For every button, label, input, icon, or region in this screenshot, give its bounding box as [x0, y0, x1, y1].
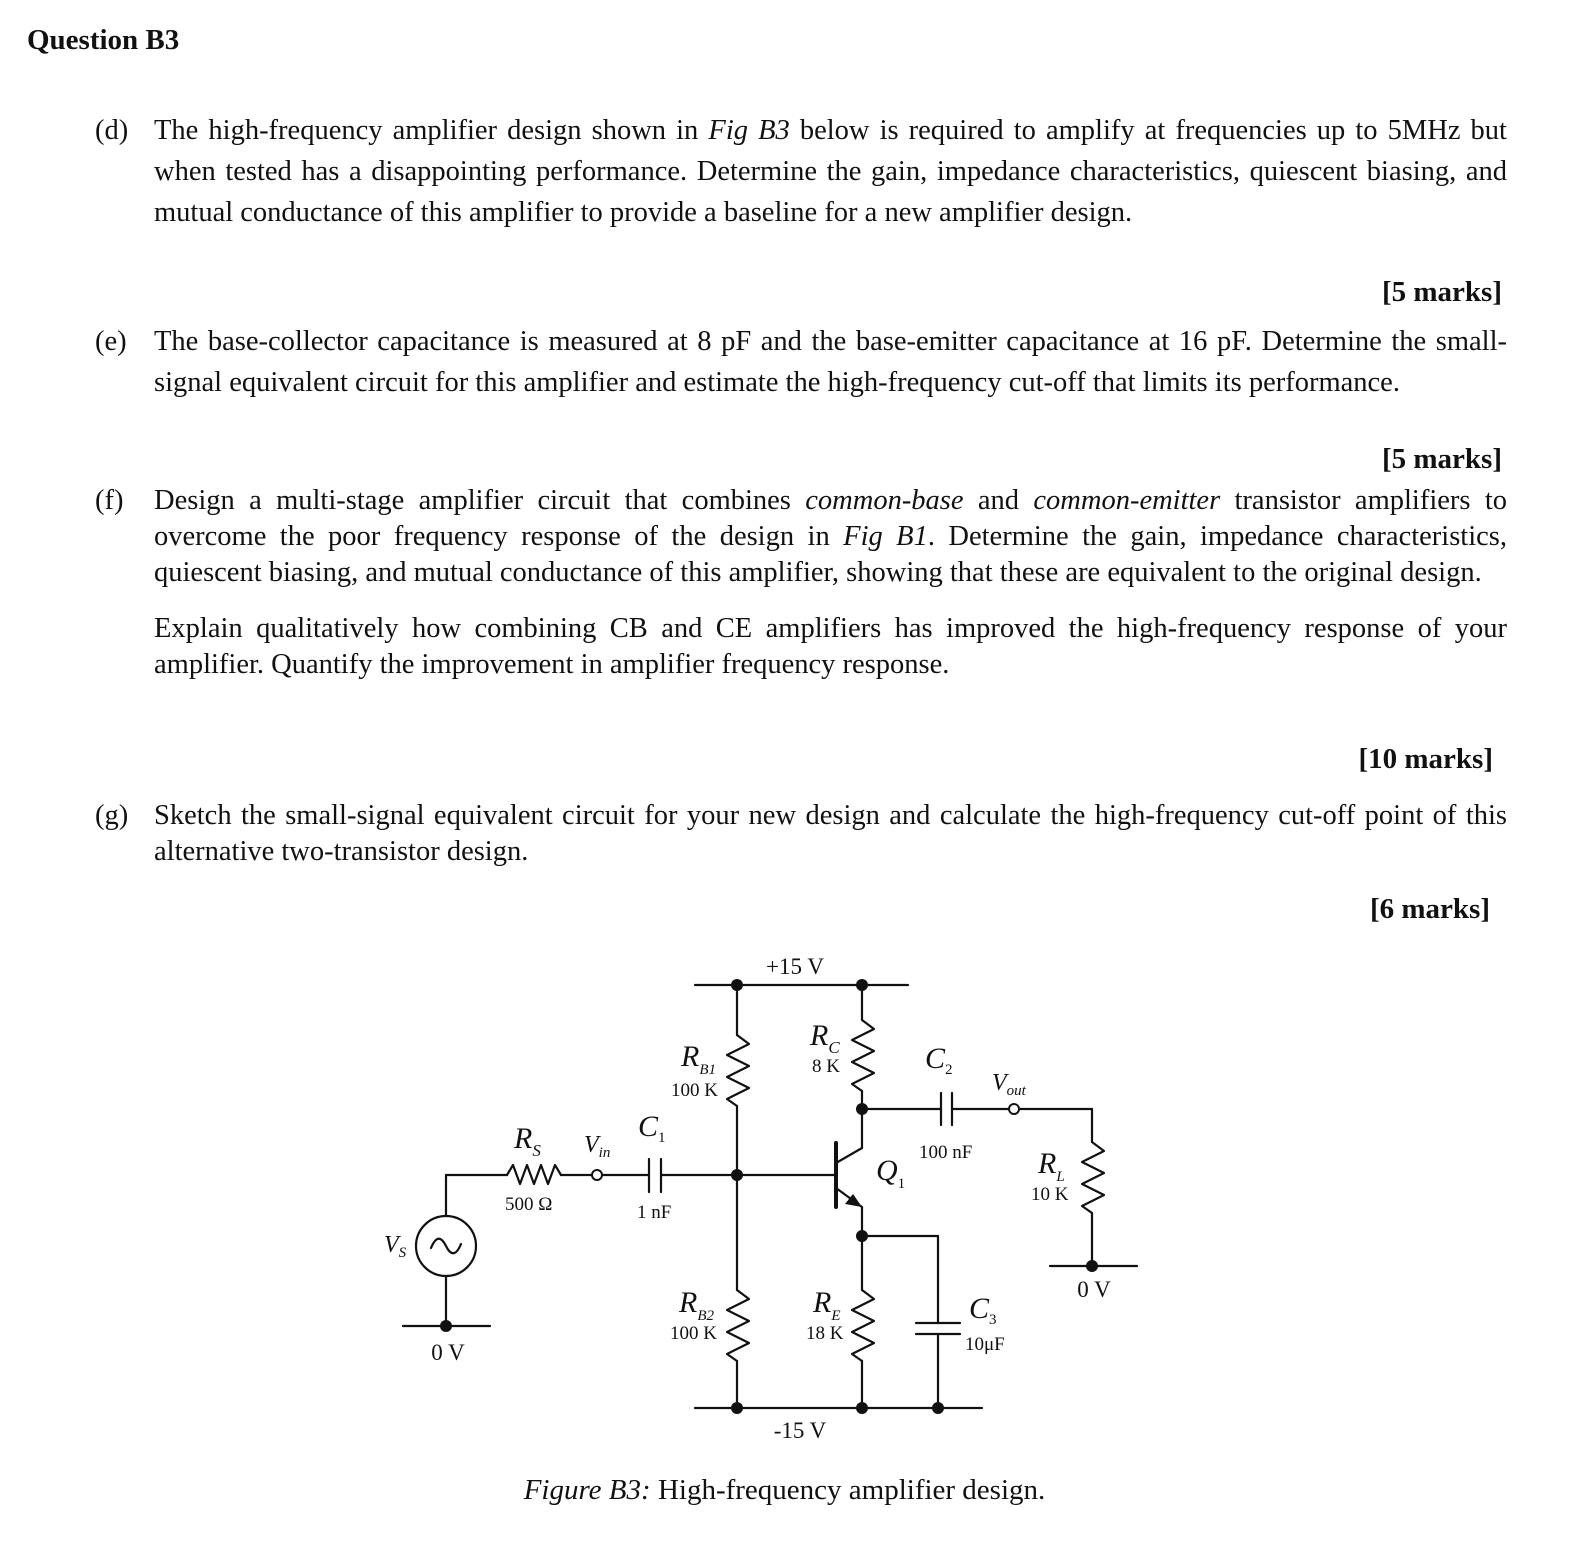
resistor-rs	[507, 1165, 561, 1184]
value-rb2: 100 K	[670, 1323, 717, 1344]
question-f-text2: Explain qualitatively how combining CB and CE amplifiers has improved the high-frequency response of your amplifier. Quantify the improvement in amplifier frequency response.	[154, 613, 1507, 680]
value-rc: 8 K	[812, 1056, 840, 1077]
label-supply-pos: +15 V	[766, 954, 824, 979]
value-re: 18 K	[806, 1323, 844, 1344]
question-g-text: Sketch the small-signal equivalent circuit for your new design and calculate the high-frequency cut-off point of this alternative two-transistor design.	[154, 800, 1507, 867]
value-rl: 10 K	[1031, 1184, 1069, 1205]
question-d-text: The high-frequency amplifier design shown in Fig B3 below is required to amplify at frequencies up to 5MHz but when tested has a disappointing performance. Determine the gain, impedance characteristics, quiescent biasing, and mutual conductance of this amplifier to provide a baseline for a new amplifier design.	[154, 115, 1507, 228]
question-g-label: (g)	[95, 800, 129, 831]
sine-icon	[431, 1239, 461, 1254]
question-e	[95, 321, 1507, 403]
label-c1: $C_1$	[638, 1110, 666, 1146]
resistor-rc	[852, 1020, 874, 1091]
value-c2: 100 nF	[919, 1142, 973, 1163]
question-d-label: (d)	[95, 115, 129, 146]
marks-f: [10 marks]	[1358, 743, 1493, 775]
label-gnd-left: 0 V	[431, 1340, 465, 1365]
marks-e: [5 marks]	[1381, 443, 1502, 475]
question-g	[95, 798, 1507, 870]
label-c3: $C_3$	[969, 1292, 997, 1328]
marks-g: [6 marks]	[1369, 893, 1490, 925]
value-rs: 500 Ω	[505, 1194, 553, 1215]
label-c2: $C_2$	[925, 1042, 953, 1078]
vin-terminal	[592, 1170, 602, 1180]
label-re: $R_E$	[813, 1286, 841, 1324]
vout-terminal	[1009, 1104, 1019, 1114]
value-rb1: 100 K	[671, 1080, 718, 1101]
resistor-re	[852, 1290, 874, 1361]
question-e-text: The base-collector capacitance is measured at 8 pF and the base-emitter capacitance at 16 pF. Determine the small-signal equivalent circuit for this amplifier and estimate the high-frequency cut-off that limits its performance.	[154, 326, 1507, 398]
marks-d: [5 marks]	[1381, 276, 1502, 308]
label-rl: $R_L$	[1038, 1147, 1065, 1185]
label-vout: $V_{out}$	[992, 1070, 1026, 1099]
label-supply-neg: -15 V	[773, 1418, 827, 1443]
value-c3: 10μF	[965, 1334, 1005, 1355]
label-rb2: $R_{B2}$	[679, 1286, 714, 1324]
figure-caption: Figure B3: High-frequency amplifier design.	[523, 1474, 1046, 1506]
question-d	[95, 110, 1507, 233]
resistor-rl	[1082, 1142, 1104, 1213]
resistor-rb1	[727, 1035, 749, 1106]
label-gnd-right: 0 V	[1077, 1277, 1111, 1302]
question-f-label: (f)	[95, 485, 124, 516]
label-rc: $R_C$	[810, 1019, 840, 1057]
circuit-diagram	[0, 940, 1569, 1470]
resistor-rb2	[727, 1290, 749, 1361]
question-f-text: Design a multi-stage amplifier circuit that combines common-base and common-emitter transistor amplifiers to overcome the poor frequency response of the design in Fig B1. Determine the gain, impedance characteristics, quiescent biasing, and mutual conductance of this amplifier, showing that these are equivalent to the original design. Explain qualitatively how combining CB and CE amplifiers has improved the high-frequency response of your amplifier. Quantify the improvement in amplifier frequency response.	[154, 483, 1507, 683]
value-c1: 1 nF	[637, 1202, 672, 1223]
question-f	[95, 483, 1507, 683]
label-vin: $V_{in}$	[584, 1132, 611, 1161]
label-q1: $Q_1$	[876, 1154, 906, 1192]
question-e-label: (e)	[95, 326, 127, 357]
question-heading: Question B3	[27, 24, 180, 56]
label-rs: $R_S$	[514, 1122, 541, 1160]
label-rb1: $R_{B1}$	[681, 1040, 716, 1078]
label-vs: $V_S$	[384, 1232, 407, 1261]
